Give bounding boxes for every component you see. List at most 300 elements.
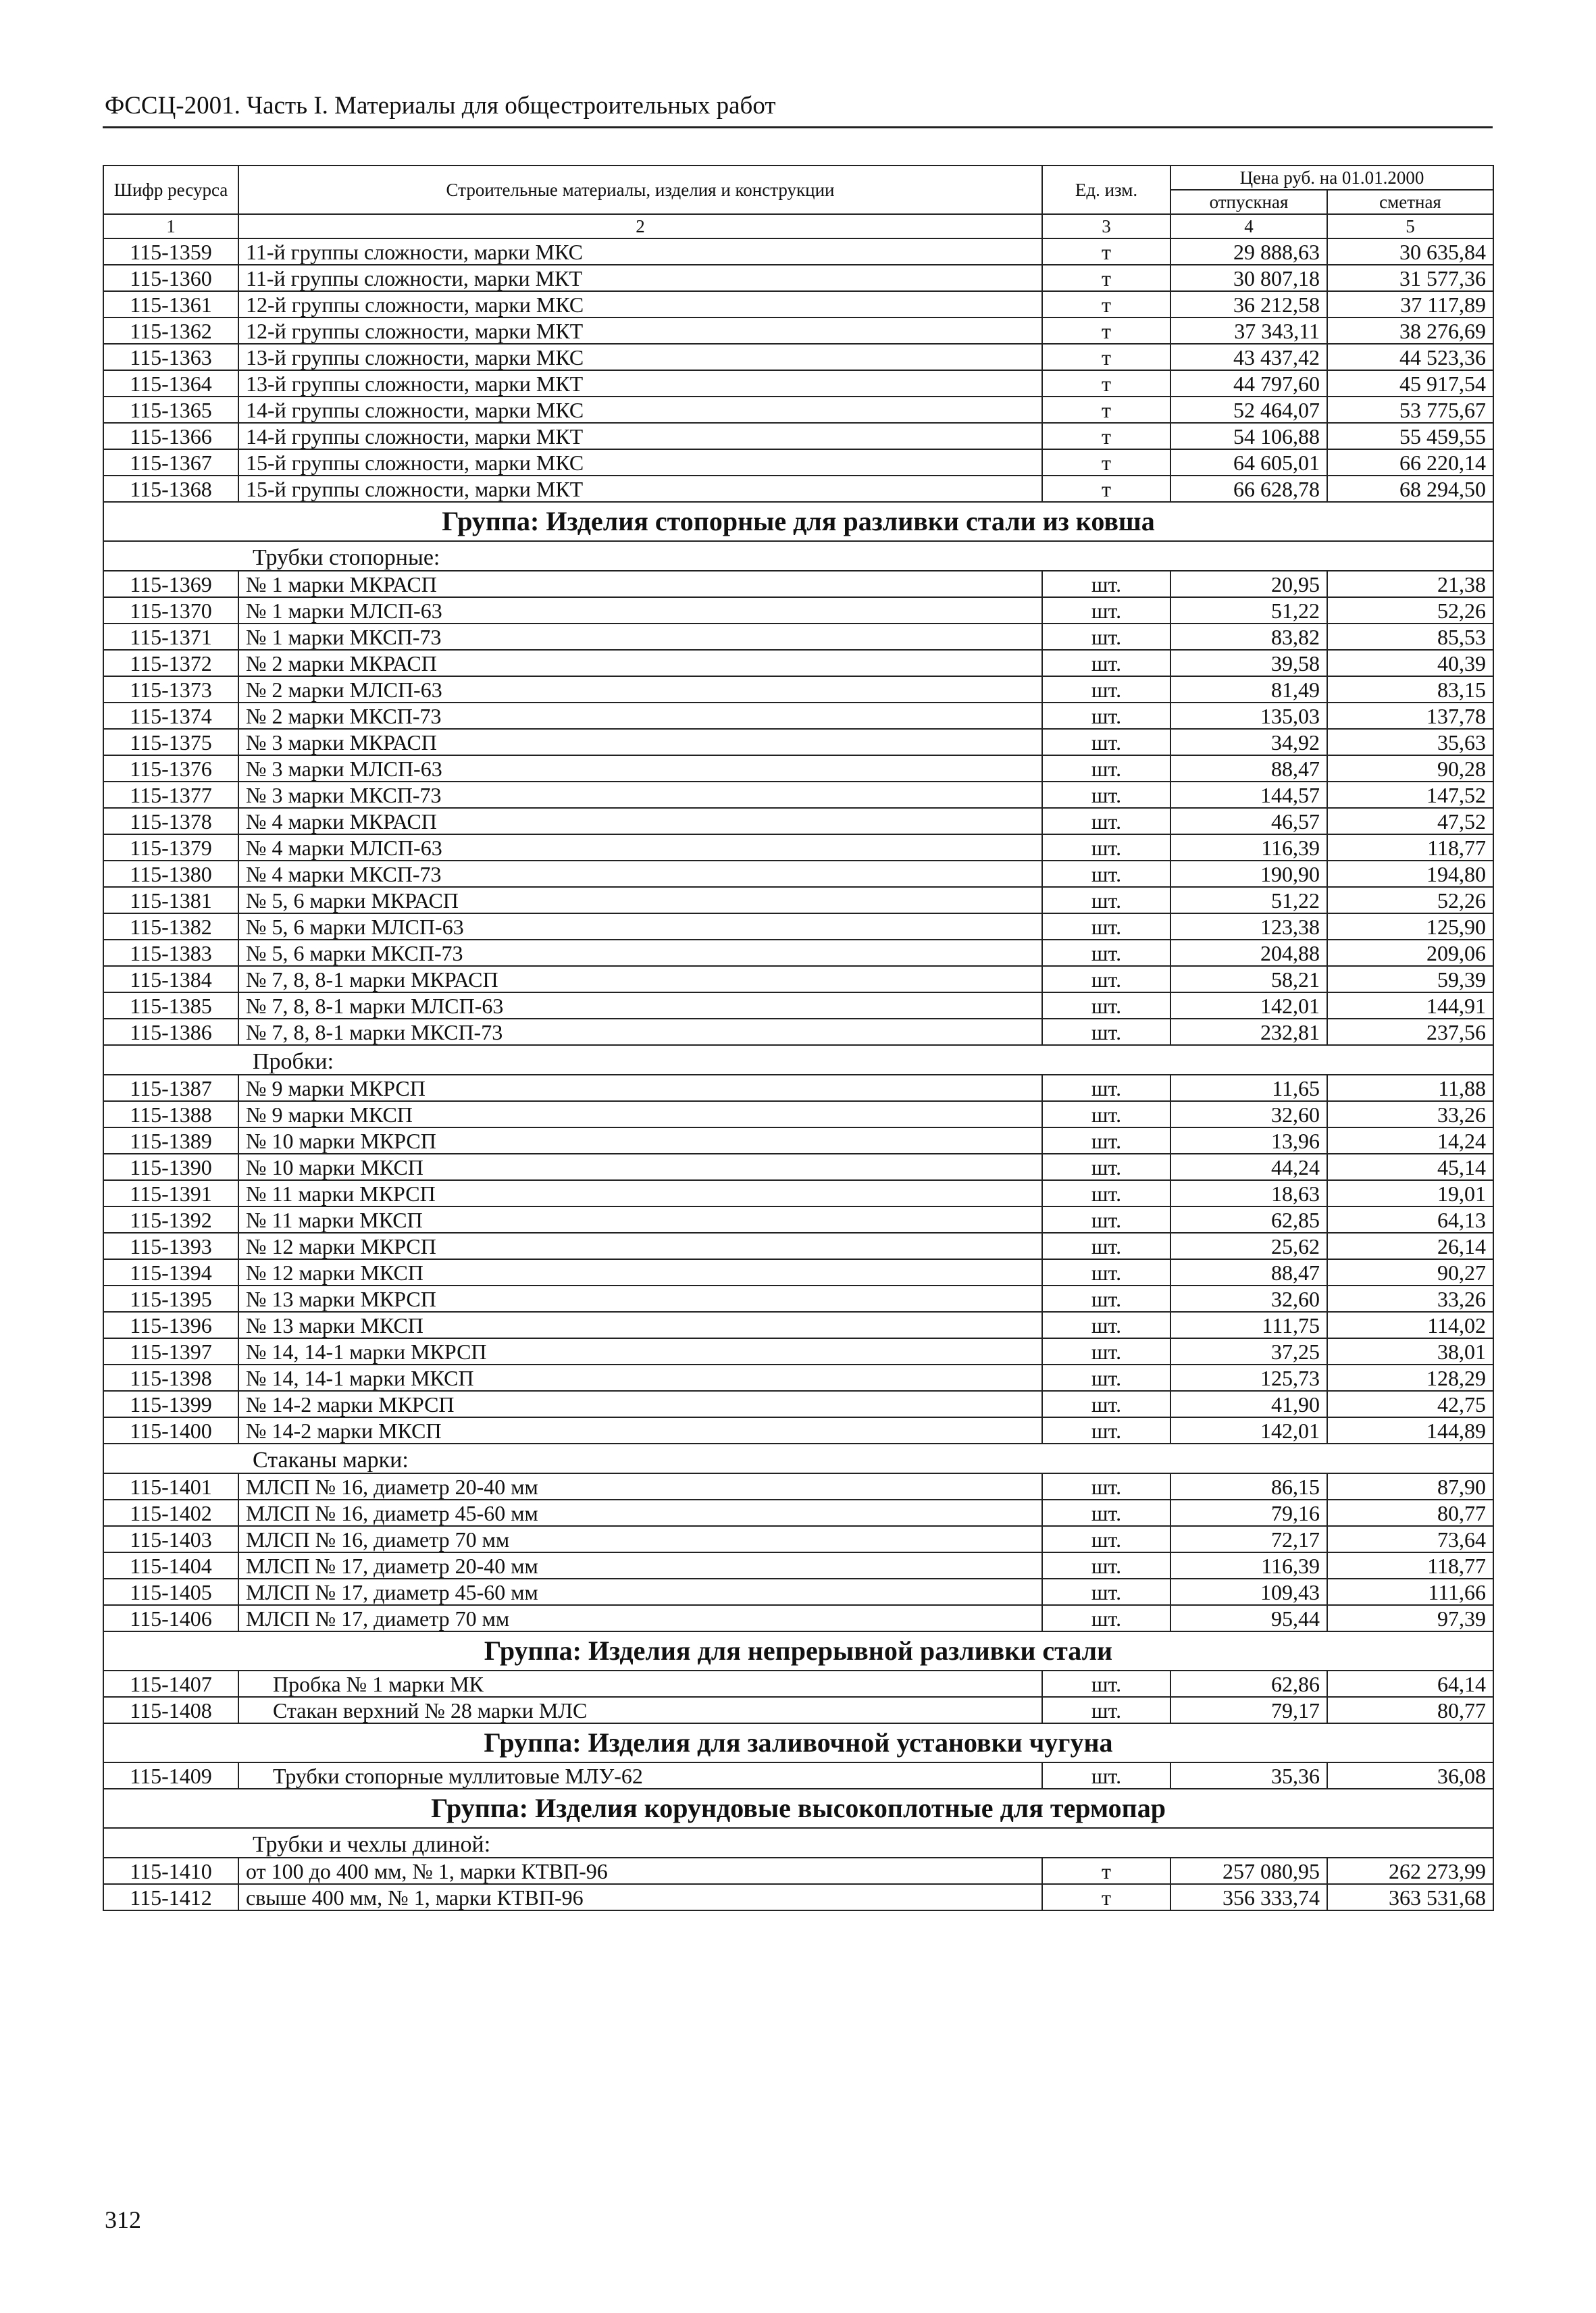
release-price: 144,57 [1170,782,1327,808]
release-price: 88,47 [1170,755,1327,782]
table-row [103,1391,1493,1417]
release-price: 135,03 [1170,703,1327,729]
resource-code: 115-1362 [103,317,238,344]
column-number: 3 [1042,214,1170,238]
subheading-row [103,1828,1493,1858]
release-price: 86,15 [1170,1473,1327,1500]
item-name: № 2 марки МКРАСП [238,650,1042,676]
release-price: 39,58 [1170,650,1327,676]
resource-code: 115-1412 [103,1884,238,1910]
release-price: 79,17 [1170,1697,1327,1723]
subheading-row [103,1444,1493,1473]
estimate-price: 80,77 [1327,1500,1493,1526]
table-row [103,238,1493,265]
unit-cell: шт. [1042,703,1170,729]
resource-code: 115-1363 [103,344,238,370]
table-row [103,1127,1493,1154]
estimate-price: 52,26 [1327,597,1493,624]
resource-code: 115-1403 [103,1526,238,1552]
unit-cell: шт. [1042,1075,1170,1101]
resource-code: 115-1392 [103,1206,238,1233]
table-row [103,1180,1493,1206]
release-price: 35,36 [1170,1762,1327,1789]
estimate-price: 52,26 [1327,887,1493,913]
column-number: 5 [1327,214,1493,238]
estimate-price: 33,26 [1327,1286,1493,1312]
estimate-price: 26,14 [1327,1233,1493,1259]
unit-cell: т [1042,291,1170,317]
column-number: 4 [1170,214,1327,238]
item-name: № 4 марки МЛСП-63 [238,834,1042,861]
group-title: Группа: Изделия для заливочной установки чугуна [103,1723,1493,1762]
table-row [103,397,1493,423]
unit-cell: шт. [1042,1101,1170,1127]
release-price: 81,49 [1170,676,1327,703]
unit-cell: шт. [1042,1019,1170,1045]
item-name: № 10 марки МКСП [238,1154,1042,1180]
resource-code: 115-1381 [103,887,238,913]
table-row [103,676,1493,703]
resource-code: 115-1359 [103,238,238,265]
table-row [103,1697,1493,1723]
resource-code: 115-1372 [103,650,238,676]
table-row [103,755,1493,782]
release-price: 29 888,63 [1170,238,1327,265]
estimate-price: 90,28 [1327,755,1493,782]
estimate-price: 14,24 [1327,1127,1493,1154]
item-name: 13-й группы сложности, марки МКС [238,344,1042,370]
unit-cell: шт. [1042,1365,1170,1391]
unit-cell: т [1042,476,1170,502]
resource-code: 115-1366 [103,423,238,449]
table-row [103,1858,1493,1884]
table-row [103,808,1493,834]
unit-cell: шт. [1042,992,1170,1019]
release-price: 37 343,11 [1170,317,1327,344]
unit-cell: т [1042,238,1170,265]
unit-cell: т [1042,423,1170,449]
header-code: Шифр ресурса [103,166,238,214]
resource-code: 115-1407 [103,1671,238,1697]
unit-cell: шт. [1042,1579,1170,1605]
release-price: 356 333,74 [1170,1884,1327,1910]
estimate-price: 111,66 [1327,1579,1493,1605]
resource-code: 115-1380 [103,861,238,887]
table-row [103,1605,1493,1631]
estimate-price: 137,78 [1327,703,1493,729]
estimate-price: 147,52 [1327,782,1493,808]
release-price: 37,25 [1170,1338,1327,1365]
release-price: 142,01 [1170,992,1327,1019]
release-price: 51,22 [1170,597,1327,624]
resource-code: 115-1393 [103,1233,238,1259]
table-row [103,291,1493,317]
unit-cell: шт. [1042,1233,1170,1259]
item-name: 15-й группы сложности, марки МКТ [238,476,1042,502]
unit-cell: шт. [1042,913,1170,940]
resource-code: 115-1404 [103,1552,238,1579]
item-name: 12-й группы сложности, марки МКС [238,291,1042,317]
estimate-price: 363 531,68 [1327,1884,1493,1910]
resource-code: 115-1398 [103,1365,238,1391]
resource-code: 115-1370 [103,597,238,624]
estimate-price: 42,75 [1327,1391,1493,1417]
resource-code: 115-1406 [103,1605,238,1631]
estimate-price: 35,63 [1327,729,1493,755]
resource-code: 115-1397 [103,1338,238,1365]
column-number: 1 [103,214,238,238]
item-name: № 14-2 марки МКСП [238,1417,1042,1444]
estimate-price: 85,53 [1327,624,1493,650]
item-name: 14-й группы сложности, марки МКС [238,397,1042,423]
item-name: № 14-2 марки МКРСП [238,1391,1042,1417]
unit-cell: шт. [1042,1206,1170,1233]
release-price: 62,86 [1170,1671,1327,1697]
resource-code: 115-1384 [103,966,238,992]
header-unit: Ед. изм. [1042,166,1170,214]
estimate-price: 237,56 [1327,1019,1493,1045]
release-price: 142,01 [1170,1417,1327,1444]
release-price: 64 605,01 [1170,449,1327,476]
resource-code: 115-1369 [103,571,238,597]
group-title: Группа: Изделия корундовые высокоплотные для термопар [103,1789,1493,1828]
resource-code: 115-1371 [103,624,238,650]
table-row [103,1500,1493,1526]
item-name: МЛСП № 16, диаметр 70 мм [238,1526,1042,1552]
resource-code: 115-1379 [103,834,238,861]
unit-cell: шт. [1042,571,1170,597]
table-row [103,1526,1493,1552]
release-price: 111,75 [1170,1312,1327,1338]
table-row [103,1019,1493,1045]
item-name: от 100 до 400 мм, № 1, марки КТВП-96 [238,1858,1042,1884]
table-row [103,624,1493,650]
table-row [103,1417,1493,1444]
resource-code: 115-1374 [103,703,238,729]
release-price: 232,81 [1170,1019,1327,1045]
release-price: 36 212,58 [1170,291,1327,317]
unit-cell: шт. [1042,755,1170,782]
table-row [103,1338,1493,1365]
table-row [103,1579,1493,1605]
table-row [103,913,1493,940]
table-row [103,940,1493,966]
release-price: 190,90 [1170,861,1327,887]
release-price: 54 106,88 [1170,423,1327,449]
price-table-container [103,165,1493,1911]
resource-code: 115-1382 [103,913,238,940]
resource-code: 115-1385 [103,992,238,1019]
unit-cell: шт. [1042,861,1170,887]
resource-code: 115-1361 [103,291,238,317]
item-name: № 1 марки МКСП-73 [238,624,1042,650]
release-price: 204,88 [1170,940,1327,966]
subheading-row [103,1045,1493,1075]
release-price: 109,43 [1170,1579,1327,1605]
release-price: 257 080,95 [1170,1858,1327,1884]
item-name: 15-й группы сложности, марки МКС [238,449,1042,476]
resource-code: 115-1391 [103,1180,238,1206]
release-price: 79,16 [1170,1500,1327,1526]
resource-code: 115-1409 [103,1762,238,1789]
group-header-row [103,1631,1493,1671]
item-name: 12-й группы сложности, марки МКТ [238,317,1042,344]
estimate-price: 30 635,84 [1327,238,1493,265]
unit-cell: т [1042,265,1170,291]
unit-cell: шт. [1042,1127,1170,1154]
table-row [103,1233,1493,1259]
resource-code: 115-1405 [103,1579,238,1605]
estimate-price: 37 117,89 [1327,291,1493,317]
unit-cell: т [1042,1858,1170,1884]
table-body [103,238,1493,1910]
resource-code: 115-1386 [103,1019,238,1045]
item-name: МЛСП № 17, диаметр 45-60 мм [238,1579,1042,1605]
item-name: № 3 марки МКСП-73 [238,782,1042,808]
estimate-price: 87,90 [1327,1473,1493,1500]
table-row [103,1101,1493,1127]
resource-code: 115-1396 [103,1312,238,1338]
item-name: 11-й группы сложности, марки МКТ [238,265,1042,291]
release-price: 18,63 [1170,1180,1327,1206]
item-name: № 9 марки МКРСП [238,1075,1042,1101]
resource-code: 115-1389 [103,1127,238,1154]
subheading-text: Стаканы марки: [103,1444,1493,1473]
table-row [103,1259,1493,1286]
table-row [103,1552,1493,1579]
item-name: № 11 марки МКРСП [238,1180,1042,1206]
item-name: № 2 марки МКСП-73 [238,703,1042,729]
resource-code: 115-1410 [103,1858,238,1884]
estimate-price: 31 577,36 [1327,265,1493,291]
release-price: 41,90 [1170,1391,1327,1417]
table-row [103,317,1493,344]
release-price: 52 464,07 [1170,397,1327,423]
unit-cell: шт. [1042,1417,1170,1444]
item-name: № 12 марки МКРСП [238,1233,1042,1259]
estimate-price: 40,39 [1327,650,1493,676]
table-row [103,834,1493,861]
table-row [103,887,1493,913]
estimate-price: 144,91 [1327,992,1493,1019]
item-name: № 13 марки МКСП [238,1312,1042,1338]
item-name: № 5, 6 марки МКРАСП [238,887,1042,913]
unit-cell: шт. [1042,676,1170,703]
unit-cell: шт. [1042,1473,1170,1500]
estimate-price: 83,15 [1327,676,1493,703]
table-row [103,1365,1493,1391]
item-name: МЛСП № 16, диаметр 20-40 мм [238,1473,1042,1500]
header-name: Строительные материалы, изделия и конструкции [238,166,1042,214]
unit-cell: шт. [1042,1180,1170,1206]
estimate-price: 33,26 [1327,1101,1493,1127]
estimate-price: 38,01 [1327,1338,1493,1365]
release-price: 72,17 [1170,1526,1327,1552]
unit-cell: шт. [1042,1338,1170,1365]
unit-cell: шт. [1042,1500,1170,1526]
estimate-price: 21,38 [1327,571,1493,597]
table-row [103,597,1493,624]
resource-code: 115-1373 [103,676,238,703]
estimate-price: 47,52 [1327,808,1493,834]
resource-code: 115-1402 [103,1500,238,1526]
unit-cell: шт. [1042,1154,1170,1180]
estimate-price: 144,89 [1327,1417,1493,1444]
item-name: 14-й группы сложности, марки МКТ [238,423,1042,449]
unit-cell: т [1042,344,1170,370]
item-name: № 9 марки МКСП [238,1101,1042,1127]
resource-code: 115-1399 [103,1391,238,1417]
resource-code: 115-1376 [103,755,238,782]
estimate-price: 66 220,14 [1327,449,1493,476]
table-row [103,966,1493,992]
estimate-price: 45 917,54 [1327,370,1493,397]
table-row [103,992,1493,1019]
estimate-price: 128,29 [1327,1365,1493,1391]
resource-code: 115-1395 [103,1286,238,1312]
item-name: № 7, 8, 8-1 марки МЛСП-63 [238,992,1042,1019]
unit-cell: шт. [1042,1286,1170,1312]
group-header-row [103,1723,1493,1762]
unit-cell: шт. [1042,1526,1170,1552]
release-price: 125,73 [1170,1365,1327,1391]
estimate-price: 44 523,36 [1327,344,1493,370]
release-price: 25,62 [1170,1233,1327,1259]
release-price: 95,44 [1170,1605,1327,1631]
unit-cell: шт. [1042,729,1170,755]
release-price: 58,21 [1170,966,1327,992]
estimate-price: 36,08 [1327,1762,1493,1789]
release-price: 34,92 [1170,729,1327,755]
item-name: № 1 марки МКРАСП [238,571,1042,597]
estimate-price: 118,77 [1327,1552,1493,1579]
unit-cell: шт. [1042,1312,1170,1338]
resource-code: 115-1364 [103,370,238,397]
price-table [103,165,1494,1911]
item-name: МЛСП № 16, диаметр 45-60 мм [238,1500,1042,1526]
release-price: 83,82 [1170,624,1327,650]
page-number: 312 [105,2206,141,2233]
estimate-price: 209,06 [1327,940,1493,966]
item-name: № 7, 8, 8-1 марки МКРАСП [238,966,1042,992]
table-row [103,861,1493,887]
unit-cell: шт. [1042,650,1170,676]
unit-cell: т [1042,370,1170,397]
item-name: № 2 марки МЛСП-63 [238,676,1042,703]
release-price: 66 628,78 [1170,476,1327,502]
subheading-row [103,541,1493,571]
table-row [103,1312,1493,1338]
table-row [103,703,1493,729]
column-number: 2 [238,214,1042,238]
item-name: № 3 марки МЛСП-63 [238,755,1042,782]
unit-cell: шт. [1042,808,1170,834]
unit-cell: шт. [1042,887,1170,913]
estimate-price: 97,39 [1327,1605,1493,1631]
unit-cell: шт. [1042,1605,1170,1631]
estimate-price: 125,90 [1327,913,1493,940]
estimate-price: 45,14 [1327,1154,1493,1180]
estimate-price: 64,14 [1327,1671,1493,1697]
resource-code: 115-1383 [103,940,238,966]
item-name: свыше 400 мм, № 1, марки КТВП-96 [238,1884,1042,1910]
item-name: № 5, 6 марки МЛСП-63 [238,913,1042,940]
header-price-group: Цена руб. на 01.01.2000 [1170,166,1493,190]
group-title: Группа: Изделия для непрерывной разливки стали [103,1631,1493,1671]
unit-cell: шт. [1042,624,1170,650]
table-row [103,344,1493,370]
release-price: 20,95 [1170,571,1327,597]
item-name: МЛСП № 17, диаметр 70 мм [238,1605,1042,1631]
estimate-price: 68 294,50 [1327,476,1493,502]
unit-cell: шт. [1042,834,1170,861]
release-price: 46,57 [1170,808,1327,834]
table-row [103,370,1493,397]
resource-code: 115-1387 [103,1075,238,1101]
estimate-price: 118,77 [1327,834,1493,861]
resource-code: 115-1388 [103,1101,238,1127]
unit-cell: т [1042,397,1170,423]
estimate-price: 194,80 [1327,861,1493,887]
subheading-text: Трубки стопорные: [103,541,1493,571]
estimate-price: 11,88 [1327,1075,1493,1101]
estimate-price: 90,27 [1327,1259,1493,1286]
item-name: № 5, 6 марки МКСП-73 [238,940,1042,966]
release-price: 62,85 [1170,1206,1327,1233]
item-name: № 10 марки МКРСП [238,1127,1042,1154]
subheading-text: Трубки и чехлы длиной: [103,1828,1493,1858]
release-price: 116,39 [1170,834,1327,861]
item-name: МЛСП № 17, диаметр 20-40 мм [238,1552,1042,1579]
estimate-price: 80,77 [1327,1697,1493,1723]
estimate-price: 55 459,55 [1327,423,1493,449]
table-row [103,571,1493,597]
header-estimate: сметная [1327,190,1493,214]
table-row [103,1286,1493,1312]
item-name: Пробка № 1 марки МК [238,1671,1042,1697]
release-price: 32,60 [1170,1101,1327,1127]
table-row [103,1154,1493,1180]
item-name: Трубки стопорные муллитовые МЛУ-62 [238,1762,1042,1789]
estimate-price: 19,01 [1327,1180,1493,1206]
release-price: 13,96 [1170,1127,1327,1154]
resource-code: 115-1408 [103,1697,238,1723]
estimate-price: 114,02 [1327,1312,1493,1338]
table-row [103,265,1493,291]
estimate-price: 53 775,67 [1327,397,1493,423]
release-price: 44,24 [1170,1154,1327,1180]
table-row [103,449,1493,476]
estimate-price: 73,64 [1327,1526,1493,1552]
resource-code: 115-1390 [103,1154,238,1180]
resource-code: 115-1377 [103,782,238,808]
unit-cell: шт. [1042,1697,1170,1723]
release-price: 11,65 [1170,1075,1327,1101]
table-row [103,1206,1493,1233]
unit-cell: т [1042,1884,1170,1910]
unit-cell: шт. [1042,782,1170,808]
release-price: 32,60 [1170,1286,1327,1312]
unit-cell: шт. [1042,1259,1170,1286]
item-name: № 4 марки МКСП-73 [238,861,1042,887]
item-name: № 11 марки МКСП [238,1206,1042,1233]
estimate-price: 38 276,69 [1327,317,1493,344]
release-price: 116,39 [1170,1552,1327,1579]
unit-cell: шт. [1042,597,1170,624]
header-rule [103,126,1493,128]
release-price: 44 797,60 [1170,370,1327,397]
item-name: Стакан верхний № 28 марки МЛС [238,1697,1042,1723]
